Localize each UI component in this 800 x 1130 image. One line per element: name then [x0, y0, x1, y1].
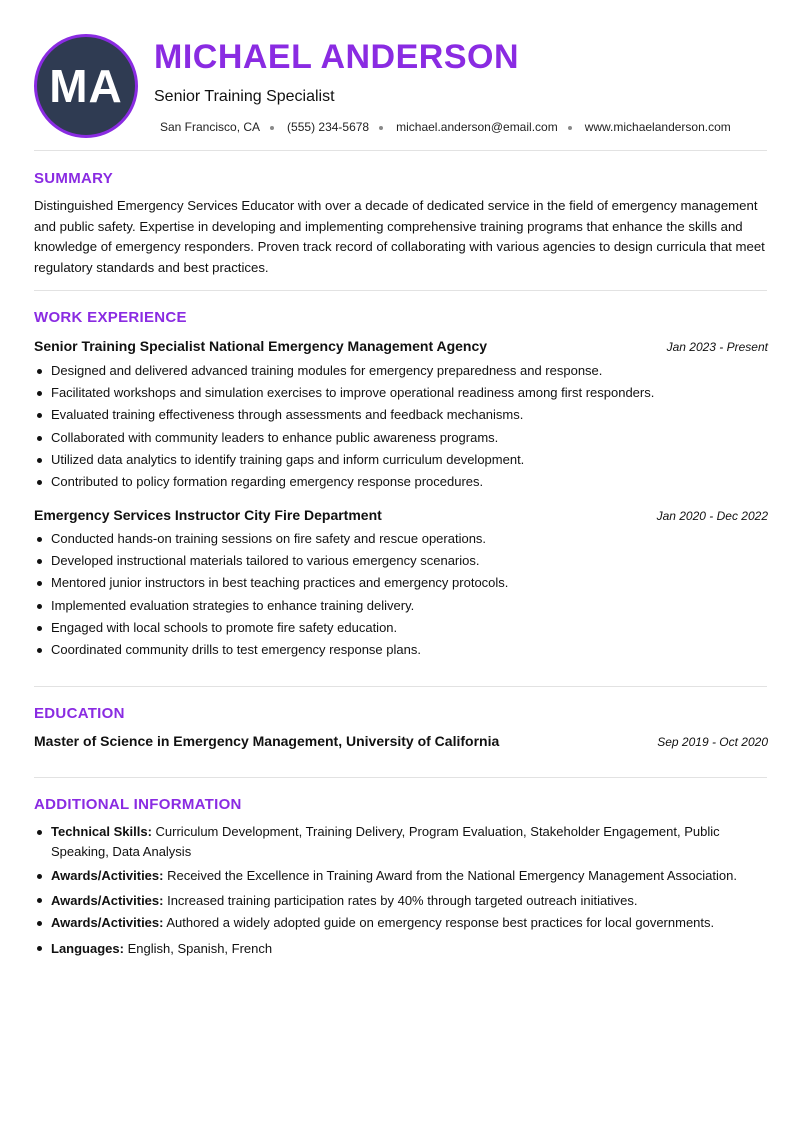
job-bullets [34, 528, 768, 661]
summary-heading: SUMMARY [34, 170, 114, 187]
additional-heading: ADDITIONAL INFORMATION [34, 796, 242, 813]
list-item [34, 866, 768, 886]
list-item: Facilitated workshops and simulation exercises to improve operational readiness among first responders. [34, 382, 768, 404]
separator-dot-icon [270, 126, 274, 130]
resume-header [0, 0, 800, 150]
job-header [34, 338, 768, 358]
avatar-initials: MA [49, 60, 123, 112]
job-dates: Jan 2020 - Dec 2022 [656, 509, 768, 523]
candidate-name: MICHAEL ANDERSON [154, 38, 520, 76]
avatar [34, 34, 138, 138]
section-divider [34, 686, 767, 687]
item-label: Languages: [51, 940, 124, 956]
degree-dates: Sep 2019 - Oct 2020 [657, 735, 768, 749]
list-item [34, 891, 768, 911]
list-item [34, 913, 768, 933]
item-text: English, Spanish, French [123, 940, 273, 956]
item-label: Awards/Activities: [51, 892, 164, 908]
item-label: Awards/Activities: [51, 915, 164, 930]
item-text: Received the Excellence in Training Award from the National Emergency Management Association. [163, 868, 737, 883]
list-item: Coordinated community drills to test emergency response plans. [34, 639, 768, 661]
list-item: Conducted hands-on training sessions on fire safety and rescue operations. [34, 528, 768, 550]
separator-dot-icon [568, 126, 572, 130]
education-entry [34, 733, 768, 753]
summary-text: Distinguished Emergency Services Educator with over a decade of dedicated service in the field of emergency management and public safety. Expertise in developing and implementing comprehensive training programs that enhance the skills and knowledge of emergency responders. Proven track record of collaborating with various agencies to design curricula that meet regulatory standards and best practices. [34, 198, 765, 275]
contact-line [160, 120, 731, 134]
additional-list [34, 822, 768, 963]
section-divider [34, 290, 767, 291]
job-title: Senior Training Specialist National Emergency Management Agency [34, 338, 488, 354]
separator-dot-icon [379, 126, 383, 130]
candidate-title: Senior Training Specialist [154, 88, 335, 105]
list-item: Utilized data analytics to identify training gaps and inform curriculum development. [34, 449, 768, 471]
list-item: Evaluated training effectiveness through assessments and feedback mechanisms. [34, 404, 768, 426]
item-label: Technical Skills: [51, 824, 152, 839]
list-item: Developed instructional materials tailored to various emergency scenarios. [34, 550, 768, 572]
item-text: Increased training participation rates by 40% through targeted outreach initiatives. [163, 892, 638, 908]
contact-email: michael.anderson@email.com [396, 120, 558, 134]
section-divider [34, 150, 767, 151]
job-title: Emergency Services Instructor City Fire Department [34, 507, 382, 523]
list-item: Implemented evaluation strategies to enhance training delivery. [34, 595, 768, 617]
list-item: Engaged with local schools to promote fire safety education. [34, 617, 768, 639]
experience-heading: WORK EXPERIENCE [34, 309, 187, 326]
contact-location: San Francisco, CA [160, 120, 261, 134]
list-item: Contributed to policy formation regarding emergency response procedures. [34, 471, 768, 493]
list-item: Collaborated with community leaders to enhance public awareness programs. [34, 427, 768, 449]
job-dates: Jan 2023 - Present [666, 340, 768, 354]
item-label: Awards/Activities: [51, 868, 164, 883]
list-item: Designed and delivered advanced training modules for emergency preparedness and response. [34, 360, 768, 382]
list-item [34, 939, 768, 959]
job-header [34, 507, 768, 527]
list-item [34, 822, 768, 861]
contact-website: www.michaelanderson.com [584, 120, 731, 134]
item-text: Curriculum Development, Training Delivery, Program Evaluation, Stakeholder Engagement, Public Speaking, Data Analysis [51, 824, 720, 859]
job-bullets [34, 360, 768, 493]
education-heading: EDUCATION [34, 705, 125, 722]
section-divider [34, 777, 767, 778]
degree-title: Master of Science in Emergency Management, University of California [34, 733, 500, 749]
list-item: Mentored junior instructors in best teaching practices and emergency protocols. [34, 572, 768, 594]
contact-phone: (555) 234-5678 [287, 120, 370, 134]
item-text: Authored a widely adopted guide on emergency response best practices for local governments. [163, 915, 715, 930]
